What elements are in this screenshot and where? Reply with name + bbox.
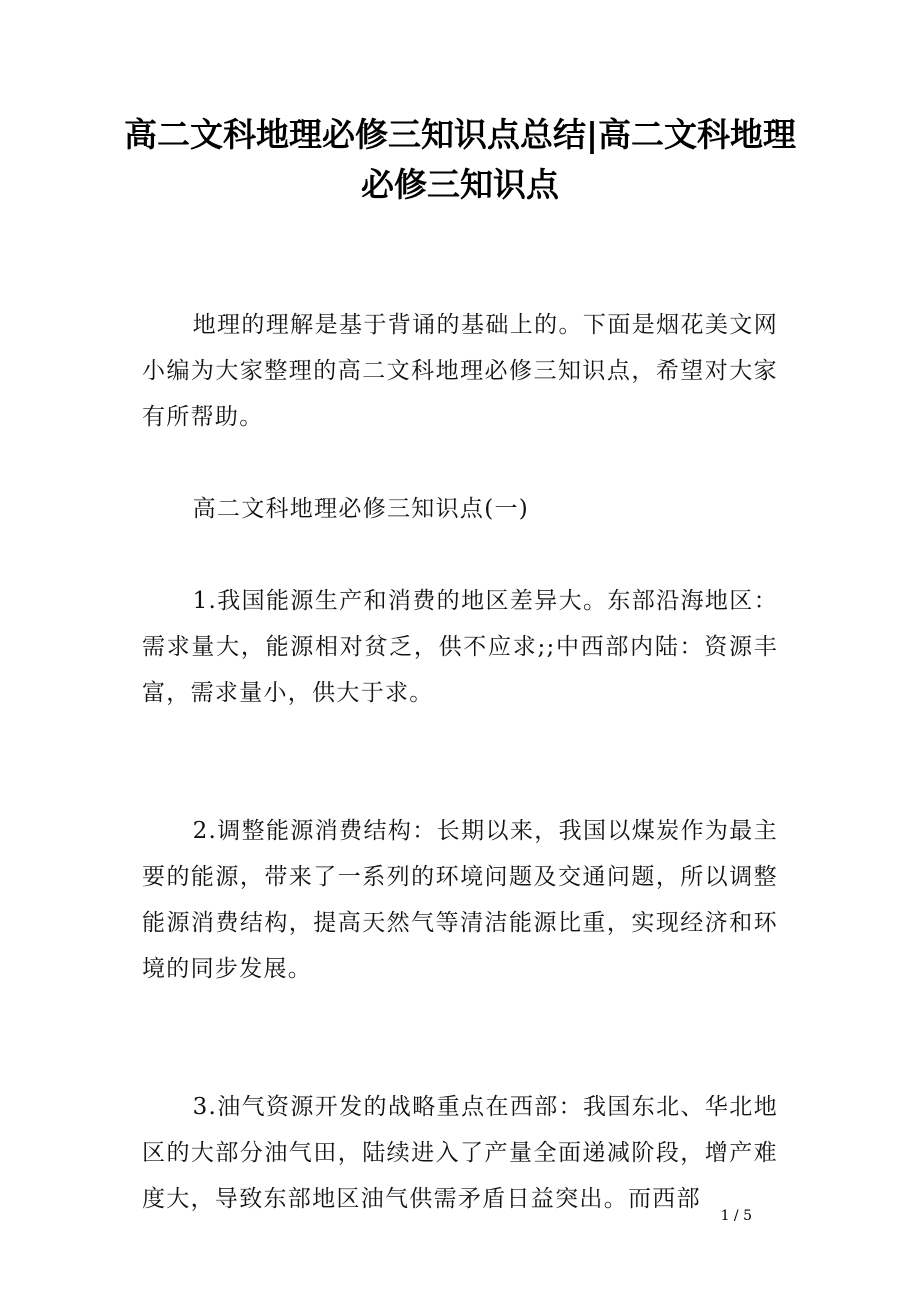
page-number: 1 / 5: [720, 1208, 752, 1224]
point-2-paragraph: 2.调整能源消费结构：长期以来，我国以煤炭作为最主要的能源，带来了一系列的环境问题及交通问题，所以调整能源消费结构，提高天然气等清洁能源比重，实现经济和环境的同步发展。: [142, 818, 778, 982]
point-1-paragraph: 1.我国能源生产和消费的地区差异大。东部沿海地区：需求量大，能源相对贫乏，供不应求;;中西部内陆：资源丰富，需求量小，供大于求。: [142, 588, 778, 706]
document-body: [142, 302, 778, 1222]
document-title: 高二文科地理必修三知识点总结|高二文科地理必修三知识点: [123, 115, 797, 204]
section-heading: 高二文科地理必修三知识点(一): [192, 496, 530, 522]
intro-paragraph: 地理的理解是基于背诵的基础上的。下面是烟花美文网小编为大家整理的高二文科地理必修三知识点，希望对大家有所帮助。: [142, 312, 778, 430]
point-3-paragraph: 3.油气资源开发的战略重点在西部：我国东北、华北地区的大部分油气田，陆续进入了产量全面递减阶段，增产难度大，导致东部地区油气供需矛盾日益突出。而西部: [142, 1094, 778, 1212]
